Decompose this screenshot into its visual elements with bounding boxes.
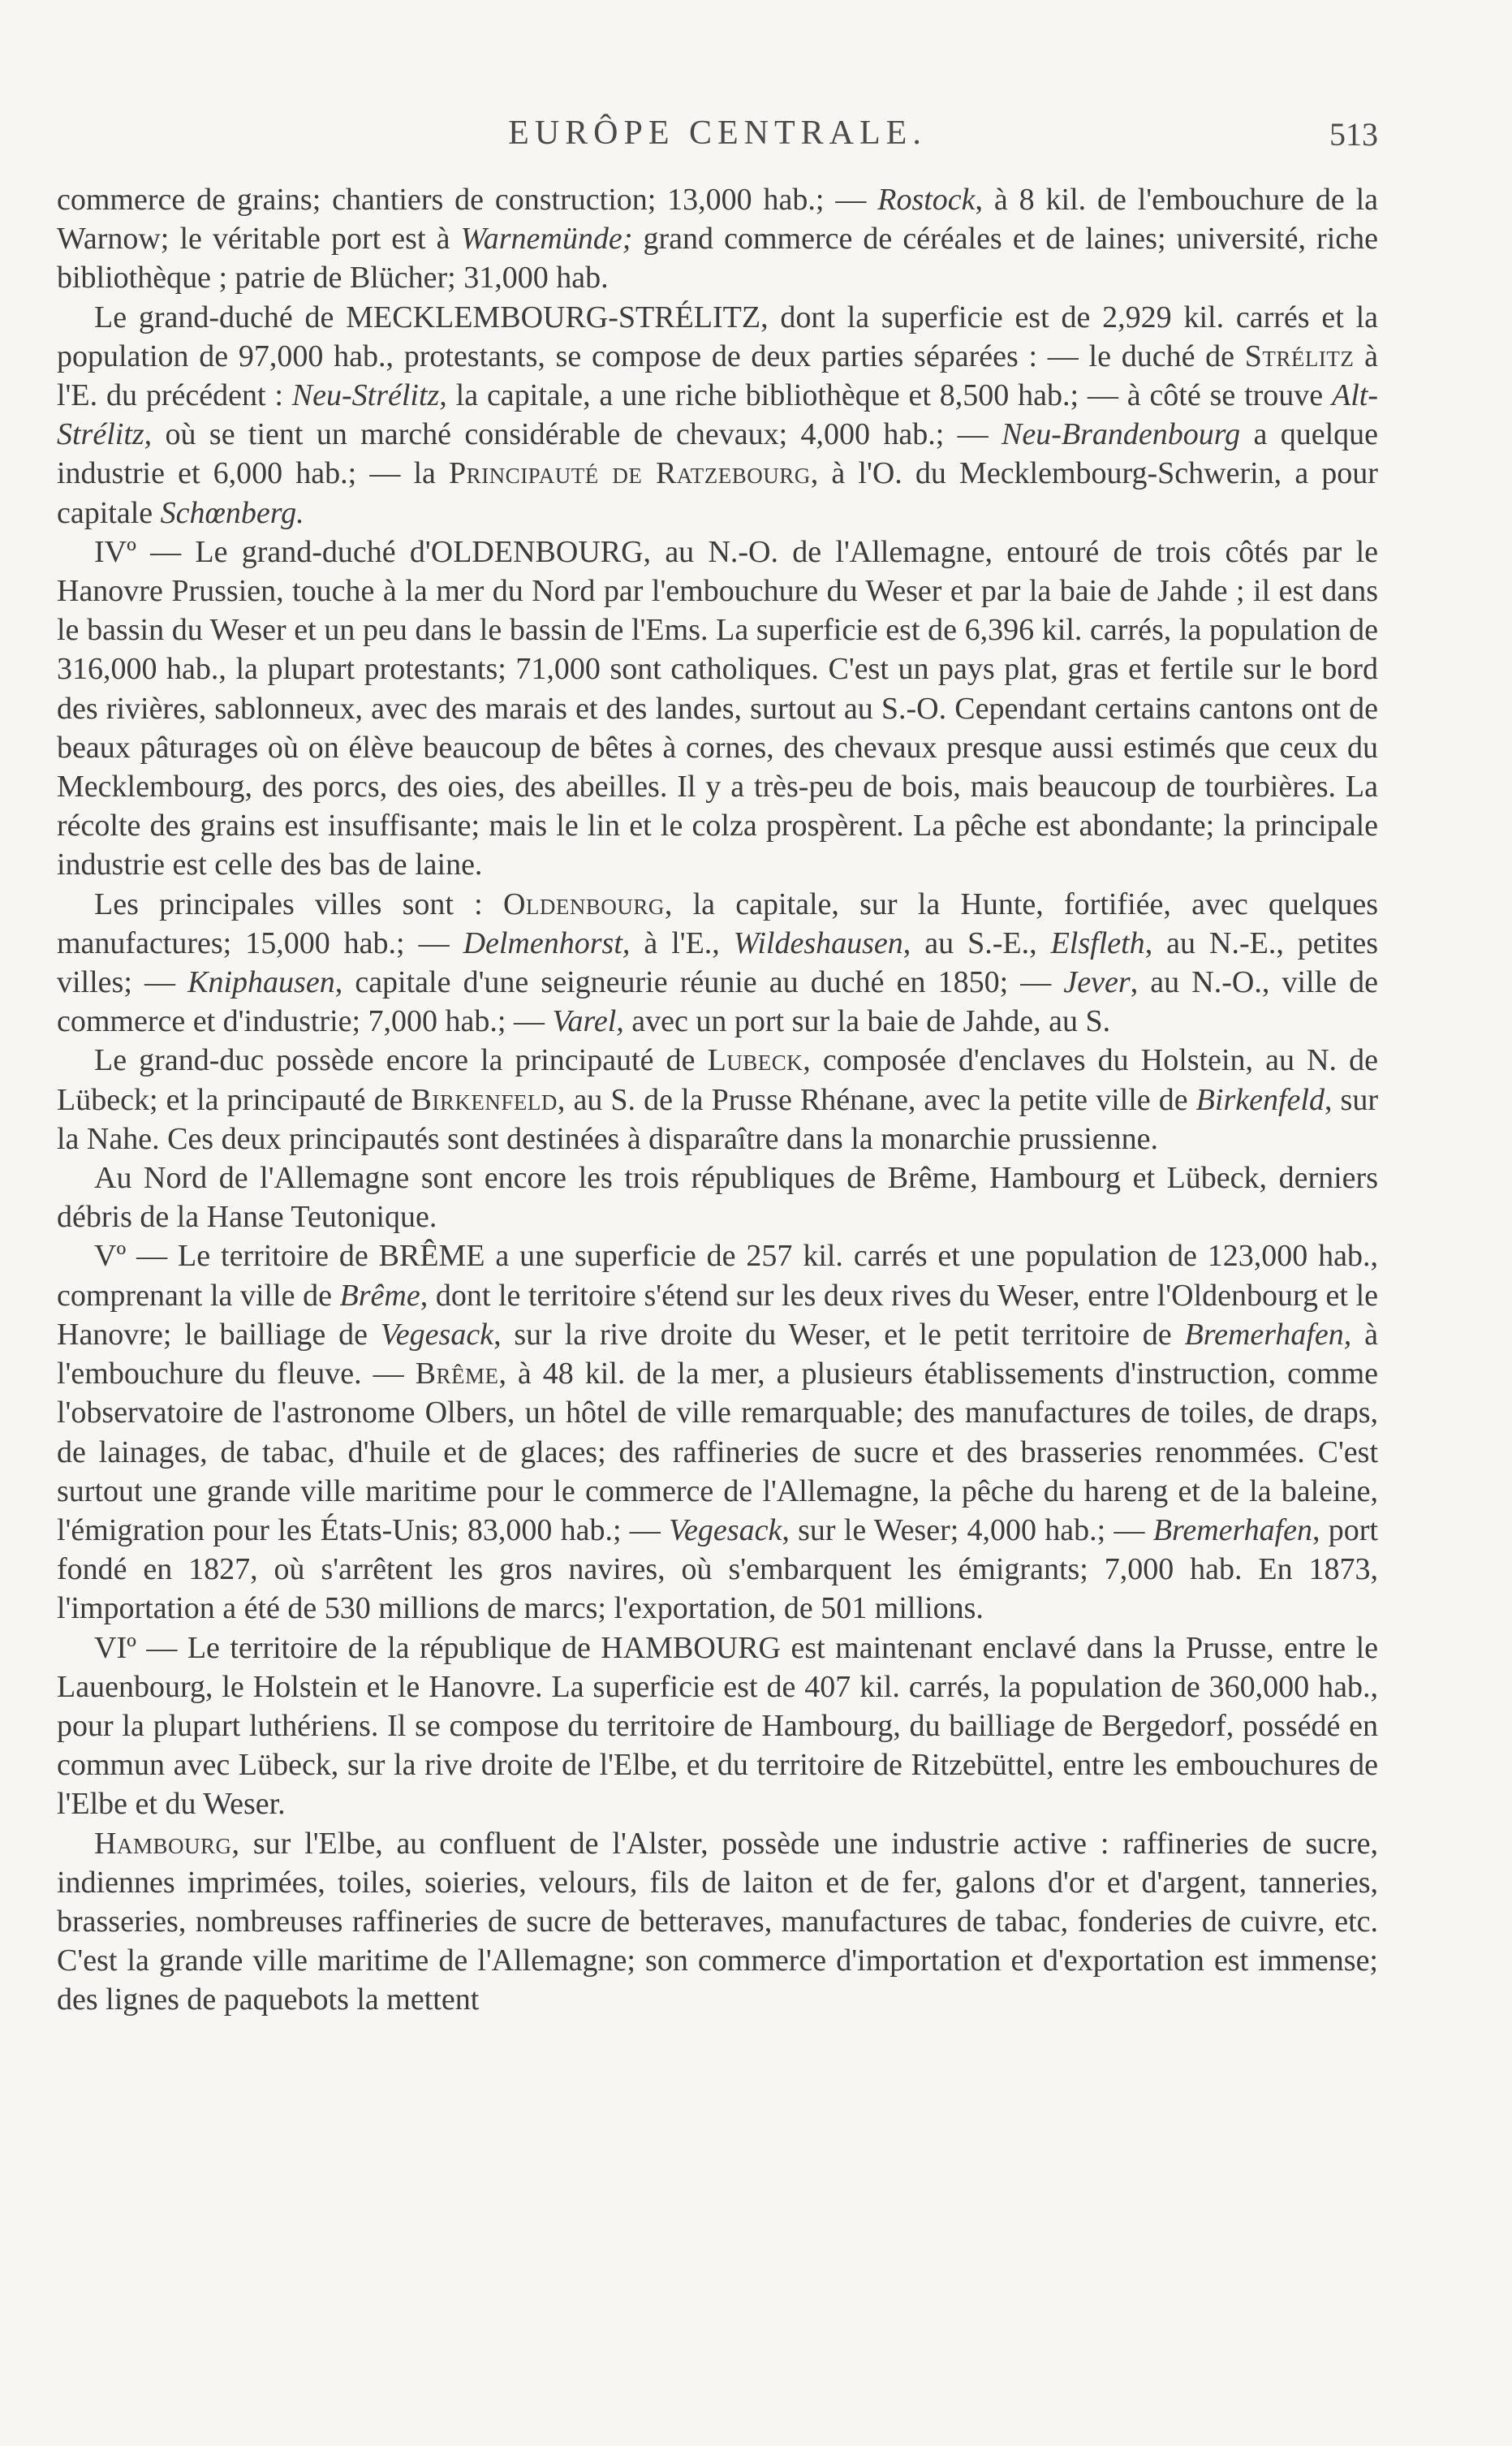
text-run: a quelque industrie et 6,000 hab.; — la [57, 417, 1379, 491]
text-run: , sur la Nahe. Ces deux principautés sont destinées à disparaître dans la monarchie prussienne. [57, 1082, 1378, 1156]
text-run: , la capitale, sur la Hunte, fortifiée, avec quelques manufactures; 15,000 hab.; — [57, 887, 1379, 960]
italic-text: Brême [339, 1278, 420, 1313]
text-run: à l'E., [630, 925, 734, 960]
text-run: à l'E. du précédent : [57, 339, 1378, 413]
paragraph [57, 1158, 1378, 1236]
paragraph [57, 1041, 1378, 1158]
text-run: , à l'O. du Mecklembourg-Schwerin, a pour capitale [57, 456, 1378, 530]
text-run: grand commerce de céréales et de laines; université, riche bibliothèque ; patrie de Blücher; 31,000 hab. [57, 222, 1378, 296]
small-caps-text: Principauté de Ratzebourg [449, 456, 811, 491]
small-caps-text: Strélitz [1244, 339, 1355, 373]
paragraph [57, 1236, 1378, 1628]
text-run: , au S.-E., [902, 925, 1051, 960]
text-run: , à 8 kil. de l'embouchure de la Warnow; le véritable port est à [57, 183, 1378, 257]
paragraph [57, 298, 1378, 533]
italic-text: Bremerhafen [1152, 1512, 1313, 1547]
text-run: Au Nord de l'Allemagne sont encore les trois républiques de Brême, Hambourg et Lübeck, derniers débris de la Hanse Teutonique. [57, 1161, 1378, 1235]
italic-text: Alt-Strélitz, [57, 378, 1379, 452]
italic-text: Varel, [552, 1004, 624, 1039]
small-caps-text: Birkenfeld [411, 1082, 558, 1117]
paragraph [57, 180, 1378, 298]
italic-text: Wildeshausen [733, 925, 903, 960]
paragraph [57, 533, 1378, 885]
italic-text: Vegesack [669, 1512, 782, 1547]
text-run: , capitale d'une seigneurie réunie au duché en 1850; — [334, 965, 1064, 1000]
small-caps-text: Lubeck [707, 1043, 803, 1078]
text-run: , au N.-O., ville de commerce et d'industrie; 7,000 hab.; — [57, 965, 1378, 1039]
text-run: , au N.-E., petites villes; — [57, 925, 1378, 1000]
text-run: Le grand-duc possède encore la principauté de [94, 1043, 708, 1078]
italic-text: Kniphausen [187, 965, 335, 1000]
text-run: , au S. de la Prusse Rhénane, avec la petite ville de [557, 1082, 1196, 1117]
text-run: Les principales villes sont : [94, 887, 503, 921]
italic-text: Vegesack [380, 1317, 494, 1352]
italic-text: Warnemünde; [460, 222, 633, 257]
italic-text: Neu-Brandenbourg [1002, 417, 1241, 452]
page-header [57, 114, 1378, 162]
small-caps-text: Brême [415, 1357, 499, 1391]
text-run: Vº — Le territoire de BRÊME a une superficie de 257 kil. carrés et une population de 123,000 hab., comprenant la ville de [57, 1239, 1378, 1313]
page-number: 513 [1329, 116, 1378, 153]
italic-text: Rostock [877, 183, 976, 217]
text-run: , dont le territoire s'étend sur les deux rives du Weser, entre l'Oldenbourg et le Hanovre; le bailliage de [57, 1278, 1378, 1352]
small-caps-text: Oldenbourg [502, 887, 665, 921]
italic-text: Delmenhorst, [463, 925, 631, 960]
italic-text: Elsfleth [1050, 925, 1145, 960]
text-run: , port fondé en 1827, où s'arrêtent les gros navires, où s'embarquent les émigrants; 7,000 hab. En 1873, l'importation a été de 530 millions de marcs; l'exportation, de 501 millions. [57, 1512, 1378, 1626]
text-run: la capitale, a une riche bibliothèque et 8,500 hab.; — à côté se trouve [446, 378, 1333, 413]
italic-text: Schœnberg. [160, 495, 304, 530]
italic-text: Jever [1063, 965, 1131, 1000]
text-run: avec un port sur la baie de Jahde, au S. [623, 1004, 1111, 1039]
text-run: , sur la rive droite du Weser, et le petit territoire de [493, 1317, 1185, 1352]
text-run: , sur le Weser; 4,000 hab.; — [782, 1512, 1153, 1547]
italic-text: Birkenfeld [1195, 1082, 1325, 1117]
italic-text: Neu-Strélitz, [291, 378, 447, 413]
text-run: , à 48 kil. de la mer, a plusieurs établissements d'instruction, comme l'observatoire de l'astronome Olbers, un hôtel de ville remarquable; des manufactures de toiles, de draps, de lainages, de tabac, d'huile et de glaces; des raffineries de sucre et des brasseries renommées. C'est surtout une grande ville maritime pour le commerce de l'Allemagne, la pêche du hareng et de la baleine, l'émigration pour les États-Unis; 83,000 hab.; — [57, 1357, 1378, 1547]
text-run: où se tient un marché considérable de chevaux; 4,000 hab.; — [152, 417, 1002, 452]
italic-text: Bremerhafen, [1184, 1317, 1352, 1352]
text-run: , sur l'Elbe, au confluent de l'Alster, possède une industrie active : raffineries de sucre, indiennes imprimées, toiles, soieries, velours, fils de laiton et de fer, galons d'or et d'argent, tanneries, brasseries, nombreuses raffineries de sucre de betteraves, manufactures de tabac, fonderies de cuivre, etc. C'est la grande ville maritime de l'Allemagne; son commerce d'importation et d'exportation est immense; des lignes de paquebots la mettent [57, 1826, 1378, 2017]
running-title: EURÔPE CENTRALE. [508, 114, 927, 152]
text-run: , composée d'enclaves du Holstein, au N. de Lübeck; et la principauté de [57, 1043, 1378, 1117]
paragraph [57, 885, 1378, 1042]
body-text [57, 180, 1378, 2020]
text-run: commerce de grains; chantiers de construction; 13,000 hab.; — [57, 183, 878, 217]
paragraph [57, 1629, 1378, 1824]
text-run: VIº — Le territoire de la république de HAMBOURG est maintenant enclavé dans la Prusse, entre le Lauenbourg, le Holstein et le Hanovre. La superficie est de 407 kil. carrés, la population de 360,000 hab., pour la plupart luthériens. Il se compose du territoire de Hambourg, du bailliage de Bergedorf, possédé en commun avec Lübeck, sur la rive droite de l'Elbe, et du territoire de Ritzebüttel, entre les embouchures de l'Elbe et du Weser. [57, 1630, 1378, 1822]
text-run: à l'embouchure du fleuve. — [57, 1317, 1378, 1391]
text-run: Le grand-duché de MECKLEMBOURG-STRÉLITZ, dont la superficie est de 2,929 kil. carrés et la population de 97,000 hab., protestants, se compose de deux parties séparées : — le duché de [57, 300, 1378, 373]
text-run: IVº — Le grand-duché d'OLDENBOURG, au N.-O. de l'Allemagne, entouré de trois côtés par le Hanovre Prussien, touche à la mer du Nord par l'embouchure du Weser et par la baie de Jahde ; il est dans le bassin du Weser et un peu dans le bassin de l'Ems. La superficie est de 6,396 kil. carrés, la population de 316,000 hab., la plupart protestants; 71,000 sont catholiques. C'est un pays plat, gras et fertile sur le bord des rivières, sablonneux, avec des marais et des landes, surtout au S.-O. Cependant certains cantons ont de beaux pâturages où on élève beaucoup de bêtes à cornes, des chevaux presque aussi estimés que ceux du Mecklembourg, des porcs, des oies, des abeilles. Il y a très-peu de bois, mais beaucoup de tourbières. La récolte des grains est insuffisante; mais le lin et le colza prospèrent. La pêche est abondante; la principale industrie est celle des bas de laine. [57, 534, 1378, 882]
paragraph [57, 1824, 1378, 2020]
small-caps-text: Hambourg [94, 1826, 232, 1861]
